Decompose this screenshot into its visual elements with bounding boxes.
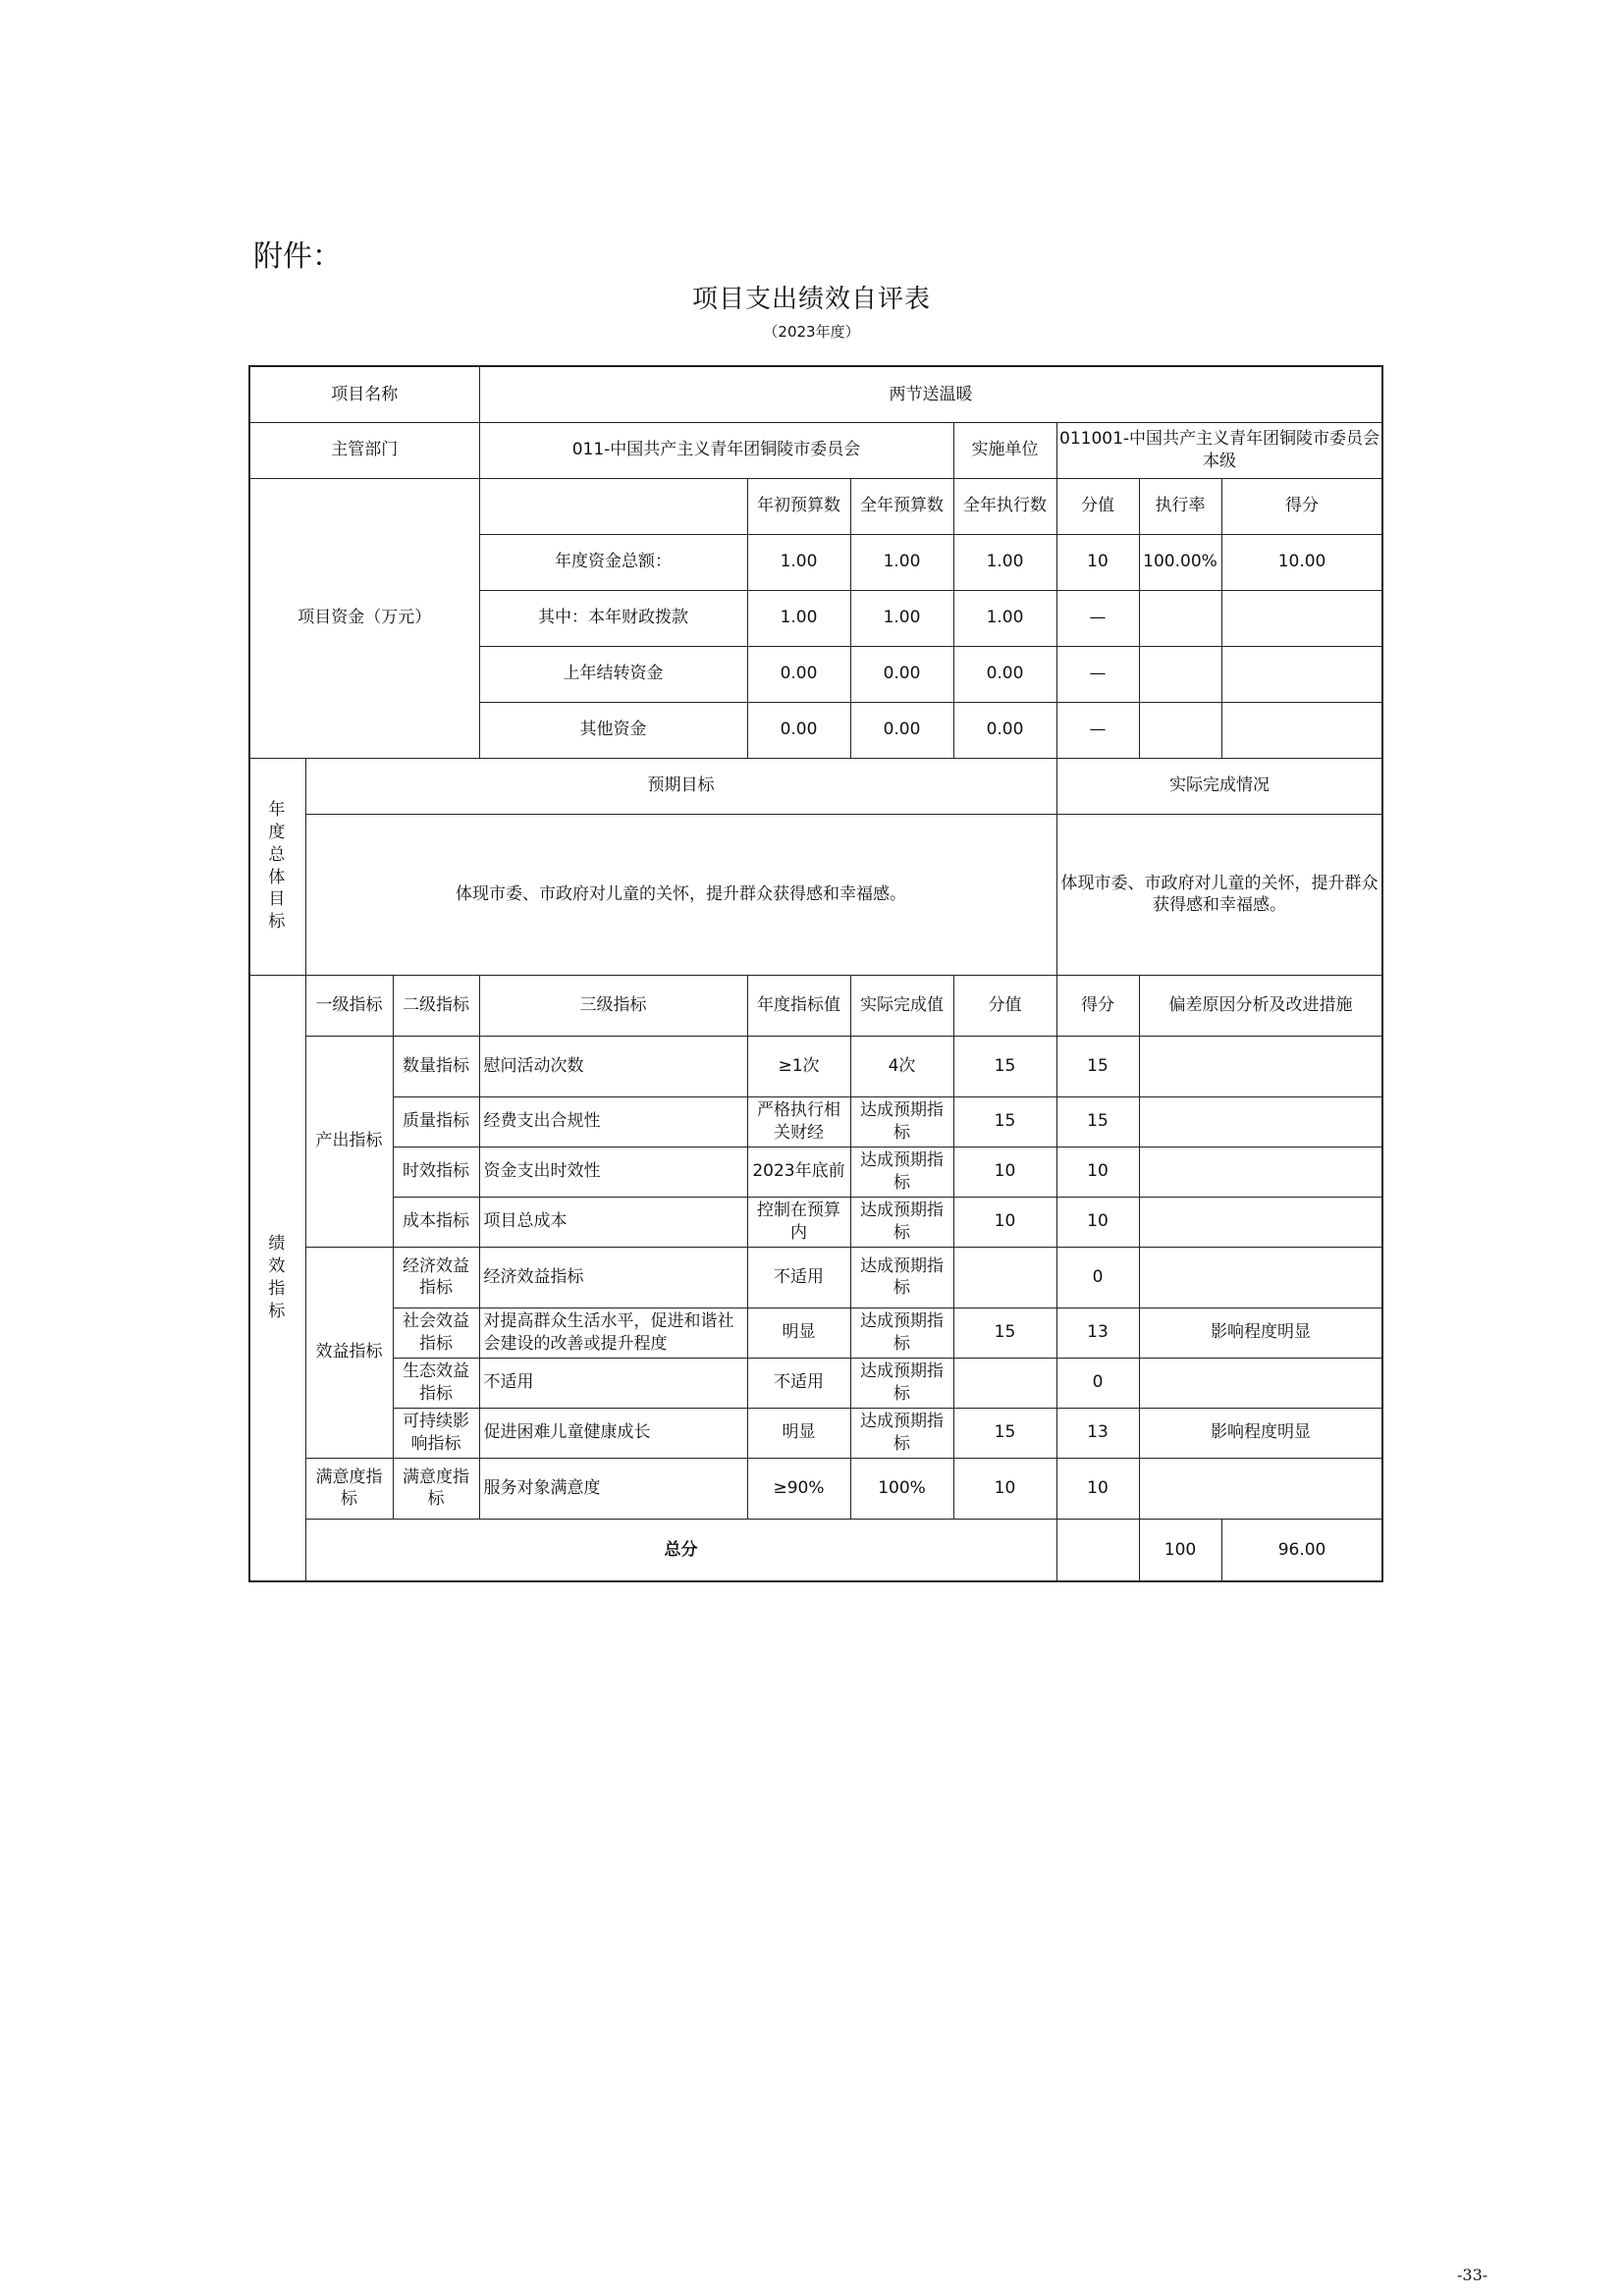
l3-cell: 不适用 xyxy=(479,1358,747,1408)
table-row xyxy=(249,1408,1382,1458)
funds-cell: 1.00 xyxy=(747,590,850,646)
group-output: 产出指标 xyxy=(305,1036,393,1247)
funds-row-label: 其中：本年财政拨款 xyxy=(479,590,747,646)
actual-cell: 达成预期指标 xyxy=(850,1197,953,1247)
total-score: 100 xyxy=(1139,1519,1221,1581)
got-cell: 13 xyxy=(1056,1408,1139,1458)
target-cell: 控制在预算内 xyxy=(747,1197,850,1247)
l2-cell: 满意度指标 xyxy=(393,1458,479,1519)
funds-row-label: 其他资金 xyxy=(479,702,747,758)
actual-cell: 达成预期指标 xyxy=(850,1408,953,1458)
target-cell: 2023年底前 xyxy=(747,1147,850,1197)
score-cell: 10 xyxy=(953,1197,1056,1247)
got-cell: 10 xyxy=(1056,1197,1139,1247)
table-row xyxy=(249,1247,1382,1308)
table-row xyxy=(249,1096,1382,1147)
got-cell: 10 xyxy=(1056,1458,1139,1519)
self-evaluation-table xyxy=(248,365,1383,1582)
project-name-value: 两节送温暖 xyxy=(479,366,1382,422)
perf-header: 一级指标 xyxy=(305,975,393,1036)
l3-cell: 慰问活动次数 xyxy=(479,1036,747,1096)
total-blank xyxy=(1056,1519,1139,1581)
funds-cell: 1.00 xyxy=(953,590,1056,646)
impl-value: 011001-中国共产主义青年团铜陵市委员会本级 xyxy=(1056,422,1382,478)
l3-cell: 经济效益指标 xyxy=(479,1247,747,1308)
funds-header-blank xyxy=(479,478,747,534)
funds-cell: 0.00 xyxy=(953,646,1056,702)
score-cell xyxy=(953,1358,1056,1408)
table-row xyxy=(249,1147,1382,1197)
note-cell: 影响程度明显 xyxy=(1139,1408,1382,1458)
l3-cell: 促进困难儿童健康成长 xyxy=(479,1408,747,1458)
funds-cell: — xyxy=(1056,590,1139,646)
actual-cell: 达成预期指标 xyxy=(850,1247,953,1308)
expected-goal-header: 预期目标 xyxy=(305,758,1056,814)
note-cell xyxy=(1139,1147,1382,1197)
target-cell: 明显 xyxy=(747,1408,850,1458)
target-cell: 严格执行相关财经 xyxy=(747,1096,850,1147)
got-cell: 15 xyxy=(1056,1036,1139,1096)
score-cell: 10 xyxy=(953,1147,1056,1197)
funds-header: 全年预算数 xyxy=(850,478,953,534)
funds-header: 年初预算数 xyxy=(747,478,850,534)
funds-cell: 100.00% xyxy=(1139,534,1221,590)
actual-cell: 达成预期指标 xyxy=(850,1096,953,1147)
funds-cell xyxy=(1139,702,1221,758)
note-cell xyxy=(1139,1358,1382,1408)
note-cell xyxy=(1139,1247,1382,1308)
l2-cell: 可持续影响指标 xyxy=(393,1408,479,1458)
page-title: 项目支出绩效自评表 xyxy=(691,285,931,314)
target-cell: 不适用 xyxy=(747,1247,850,1308)
total-got: 96.00 xyxy=(1221,1519,1382,1581)
funds-cell: 10.00 xyxy=(1221,534,1382,590)
funds-cell xyxy=(1221,590,1382,646)
note-cell xyxy=(1139,1096,1382,1147)
funds-cell: 0.00 xyxy=(850,702,953,758)
actual-cell: 100% xyxy=(850,1458,953,1519)
score-cell: 15 xyxy=(953,1036,1056,1096)
funds-cell: 1.00 xyxy=(850,534,953,590)
target-cell: ≥90% xyxy=(747,1458,850,1519)
actual-cell: 达成预期指标 xyxy=(850,1308,953,1358)
perf-header: 三级指标 xyxy=(479,975,747,1036)
page-number: -33- xyxy=(1457,2266,1488,2284)
funds-cell: 0.00 xyxy=(747,646,850,702)
attachment-label: 附件： xyxy=(253,240,342,274)
perf-header: 实际完成值 xyxy=(850,975,953,1036)
actual-goal-header: 实际完成情况 xyxy=(1056,758,1382,814)
funds-header: 执行率 xyxy=(1139,478,1221,534)
l3-cell: 资金支出时效性 xyxy=(479,1147,747,1197)
l3-cell: 经费支出合规性 xyxy=(479,1096,747,1147)
score-cell: 10 xyxy=(953,1458,1056,1519)
perf-header: 二级指标 xyxy=(393,975,479,1036)
funds-cell: 1.00 xyxy=(747,534,850,590)
perf-header: 分值 xyxy=(953,975,1056,1036)
dept-value: 011-中国共产主义青年团铜陵市委员会 xyxy=(479,422,953,478)
note-cell: 影响程度明显 xyxy=(1139,1308,1382,1358)
note-cell xyxy=(1139,1458,1382,1519)
funds-header: 分值 xyxy=(1056,478,1139,534)
total-label: 总分 xyxy=(305,1519,1056,1581)
performance-label: 绩效指标 xyxy=(249,975,305,1581)
target-cell: ≥1次 xyxy=(747,1036,850,1096)
funds-cell: 1.00 xyxy=(953,534,1056,590)
l2-cell: 生态效益指标 xyxy=(393,1358,479,1408)
year-subtitle: （2023年度） xyxy=(763,323,860,341)
actual-goal-text: 体现市委、市政府对儿童的关怀，提升群众获得感和幸福感。 xyxy=(1056,814,1382,975)
funds-cell xyxy=(1221,702,1382,758)
funds-cell: 10 xyxy=(1056,534,1139,590)
target-cell: 不适用 xyxy=(747,1358,850,1408)
l2-cell: 成本指标 xyxy=(393,1197,479,1247)
funds-row-label: 上年结转资金 xyxy=(479,646,747,702)
l2-cell: 时效指标 xyxy=(393,1147,479,1197)
score-cell: 15 xyxy=(953,1408,1056,1458)
funds-cell xyxy=(1221,646,1382,702)
funds-row-label: 年度资金总额： xyxy=(479,534,747,590)
actual-cell: 达成预期指标 xyxy=(850,1147,953,1197)
perf-header: 得分 xyxy=(1056,975,1139,1036)
l2-cell: 社会效益指标 xyxy=(393,1308,479,1358)
l2-cell: 质量指标 xyxy=(393,1096,479,1147)
funds-cell xyxy=(1139,590,1221,646)
table-row xyxy=(249,1308,1382,1358)
funds-cell: 0.00 xyxy=(850,646,953,702)
score-cell: 15 xyxy=(953,1308,1056,1358)
funds-cell: 0.00 xyxy=(747,702,850,758)
l3-cell: 对提高群众生活水平，促进和谐社会建设的改善或提升程度 xyxy=(479,1308,747,1358)
funds-header: 得分 xyxy=(1221,478,1382,534)
got-cell: 10 xyxy=(1056,1147,1139,1197)
note-cell xyxy=(1139,1197,1382,1247)
got-cell: 0 xyxy=(1056,1247,1139,1308)
perf-header: 年度指标值 xyxy=(747,975,850,1036)
got-cell: 15 xyxy=(1056,1096,1139,1147)
table-row xyxy=(249,1458,1382,1519)
actual-cell: 4次 xyxy=(850,1036,953,1096)
funds-label: 项目资金（万元） xyxy=(249,478,479,758)
l2-cell: 经济效益指标 xyxy=(393,1247,479,1308)
project-name-label: 项目名称 xyxy=(249,366,479,422)
got-cell: 0 xyxy=(1056,1358,1139,1408)
note-cell xyxy=(1139,1036,1382,1096)
perf-header: 偏差原因分析及改进措施 xyxy=(1139,975,1382,1036)
group-benefit: 效益指标 xyxy=(305,1247,393,1458)
score-cell: 15 xyxy=(953,1096,1056,1147)
funds-cell xyxy=(1139,646,1221,702)
group-satisfaction: 满意度指标 xyxy=(305,1458,393,1519)
table-row xyxy=(249,1036,1382,1096)
got-cell: 13 xyxy=(1056,1308,1139,1358)
score-cell xyxy=(953,1247,1056,1308)
impl-label: 实施单位 xyxy=(953,422,1056,478)
l3-cell: 项目总成本 xyxy=(479,1197,747,1247)
funds-header: 全年执行数 xyxy=(953,478,1056,534)
table-row xyxy=(249,1197,1382,1247)
funds-cell: 1.00 xyxy=(850,590,953,646)
funds-cell: — xyxy=(1056,702,1139,758)
actual-cell: 达成预期指标 xyxy=(850,1358,953,1408)
funds-cell: 0.00 xyxy=(953,702,1056,758)
funds-cell: — xyxy=(1056,646,1139,702)
target-cell: 明显 xyxy=(747,1308,850,1358)
annual-goal-label: 年度总体目标 xyxy=(249,758,305,975)
table-row xyxy=(249,1358,1382,1408)
dept-label: 主管部门 xyxy=(249,422,479,478)
l3-cell: 服务对象满意度 xyxy=(479,1458,747,1519)
l2-cell: 数量指标 xyxy=(393,1036,479,1096)
expected-goal-text: 体现市委、市政府对儿童的关怀，提升群众获得感和幸福感。 xyxy=(305,814,1056,975)
